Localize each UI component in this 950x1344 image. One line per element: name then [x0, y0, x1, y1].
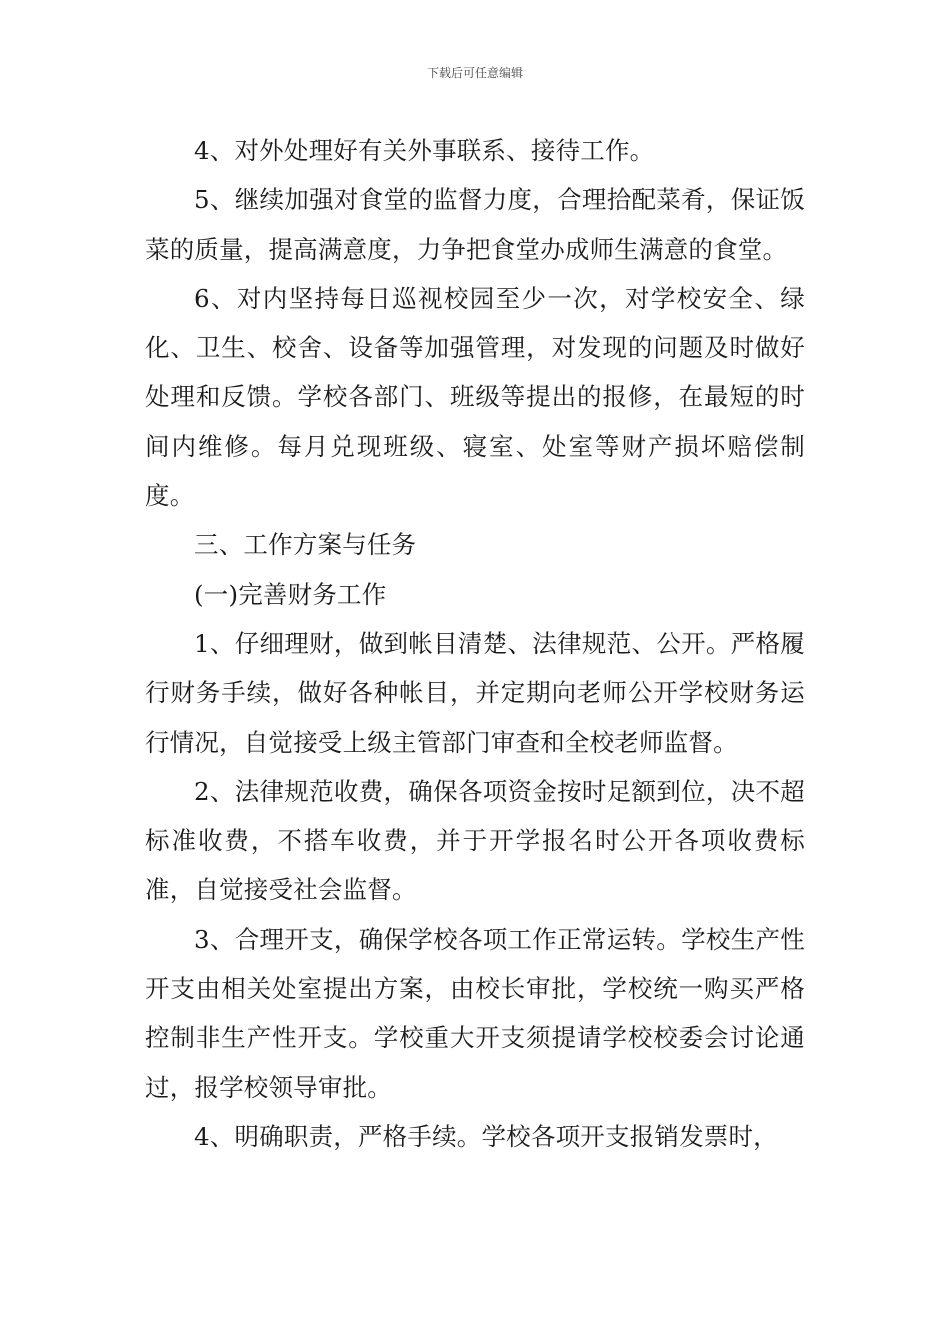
paragraph-item-4-external-affairs: 4、对外处理好有关外事联系、接待工作。	[194, 136, 655, 165]
subsection-heading-finance: (一)完善财务工作	[194, 579, 387, 609]
paragraph-finance-item-1: 1、仔细理财，做到帐目清楚、法律规范、公开。严格履行财务手续，做好各种帐目，并定期向老师公开学校财务运行情况，自觉接受上级主管部门审查和全校老师监督。	[145, 628, 805, 757]
paragraph-finance-item-2: 2、法律规范收费，确保各项资金按时足额到位，决不超标准收费，不搭车收费，并于开学报名时公开各项收费标准，自觉接受社会监督。	[145, 776, 805, 905]
document-body	[145, 126, 805, 1161]
paragraph-finance-item-4: 4、明确职责，严格手续。学校各项开支报销发票时，	[194, 1121, 778, 1151]
paragraph-item-6-campus-patrol: 6、对内坚持每日巡视校园至少一次，对学校安全、绿化、卫生、校舍、设备等加强管理，对发现的问题及时做好处理和反馈。学校各部门、班级等提出的报修，在最短的时间内维修。每月兑现班级、寝室、处室等财产损坏赔偿制度。	[145, 283, 805, 511]
paragraph-finance-item-3: 3、合理开支，确保学校各项工作正常运转。学校生产性开支由相关处室提出方案，由校长审批，学校统一购买严格控制非生产性开支。学校重大开支须提请学校校委会讨论通过，报学校领导审批。	[145, 924, 805, 1102]
section-heading-work-plan: 三、工作方案与任务	[194, 530, 417, 560]
page-header: 下载后可任意编辑	[426, 66, 523, 80]
paragraph-item-5-canteen: 5、继续加强对食堂的监督力度，合理拾配菜肴，保证饭菜的质量，提高满意度，力争把食堂办成师生满意的食堂。	[145, 185, 805, 264]
